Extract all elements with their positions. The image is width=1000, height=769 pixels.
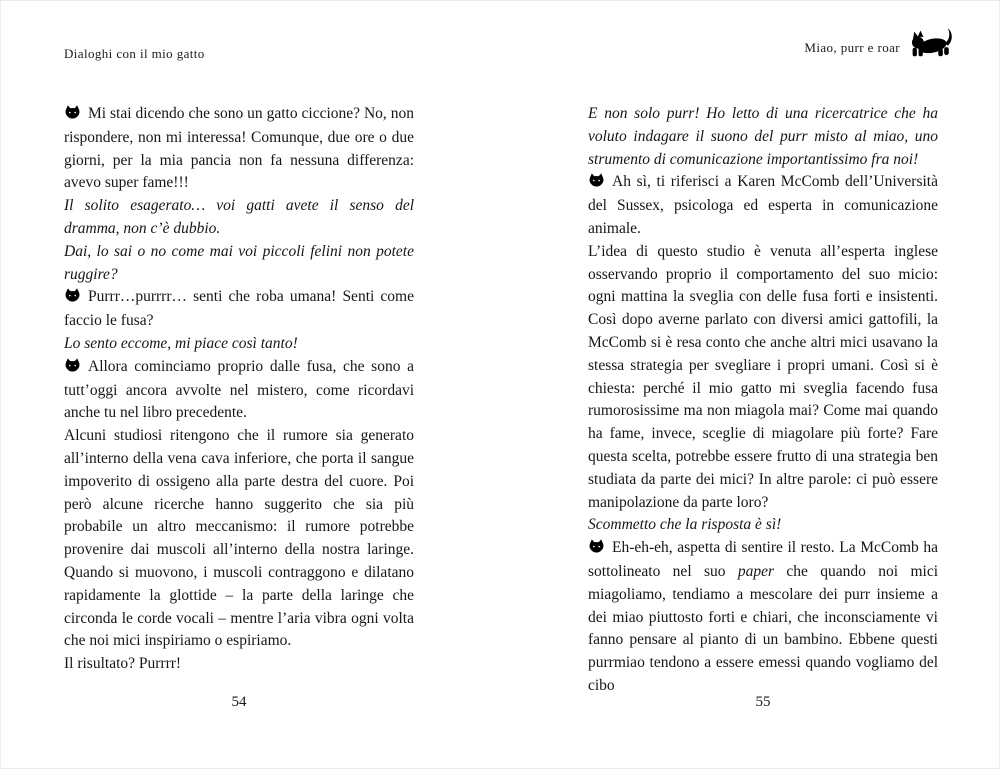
human-dialogue-paragraph: Dai, lo sai o no come mai voi piccoli felini non potete ruggire? [64, 242, 414, 283]
left-page-number: 54 [231, 694, 247, 710]
cat-dialogue-paragraph: Eh-eh-eh, aspetta di sentire il resto. La McComb ha sottolineato nel suo paper che quando noi mici miagoliamo, tendiamo a mescolare dei purr insieme a dei miao piuttosto forti e chiari, che inconsciamente vi fanno pensare al pianto di un bambino. Ebbene questi purrmiao tendono a essere emessi quando vogliamo del cibo [588, 539, 939, 694]
right-running-head [804, 26, 956, 59]
narrative-paragraph: Il risultato? Purrrr! [64, 655, 182, 673]
human-dialogue-paragraph: Lo sento eccome, mi piace così tanto! [64, 334, 298, 352]
cat-face-icon [64, 357, 81, 380]
cat-dialogue-paragraph: Allora cominciamo proprio dalle fusa, che sono a tutt’oggi ancora avvolte nel mistero, come ricordavi anche tu nel libro precedente. [64, 357, 414, 422]
cat-dialogue-paragraph: Purrr…purrrr… senti che roba umana! Senti come faccio le fusa? [64, 288, 414, 330]
cat-dialogue-paragraph: Ah sì, ti riferisci a Karen McComb dell’Università del Sussex, psicologa ed esperta in comunicazione animale. [588, 173, 938, 237]
right-page-text-column [588, 103, 938, 698]
narrative-paragraph: Alcuni studiosi ritengono che il rumore sia generato all’interno della vena cava inferiore, che porta il sangue impoverito di ossigeno alla parte destra del cuore. Poi però alcune ricerche hanno suggerito che sia più probabile un altro meccanismo: il rumore potrebbe provenire dai muscoli all’interno della nostra laringe. Quando si muovono, i muscoli contraggono e dilatano rapidamente la glottide – la parte della laringe che circonda le corde vocali – mentre l’aria vibra ogni volta che noi mici inspiriamo o espiriamo. [64, 427, 414, 650]
narrative-paragraph: L’idea di questo studio è venuta all’esperta inglese osservando proprio il comportamento del suo micio: ogni mattina la sveglia con delle fusa forti e insistenti. Così dopo averne parlato con diversi amici gattofili, la McComb si è resa conto che anche altri mici usavano la stessa strategia per svegliare i propri umani. Così si è chiesta: perché il mio gatto mi sveglia facendo fusa rumorosissime ma non miagola mai? Come mai quando ha fame, invece, sceglie di miagolare più forte? Fare questa scelta, potrebbe essere frutto di una strategia ben studiata da parte dei mici? In altre parole: ci può essere manipolazione da parte loro? [588, 242, 938, 511]
right-page-number: 55 [755, 694, 771, 710]
left-running-head [64, 46, 205, 62]
left-running-head-label: Dialoghi con il mio gatto [64, 46, 205, 61]
left-page-text-column [64, 103, 414, 676]
cat-face-icon [64, 287, 81, 310]
cat-face-icon [64, 104, 81, 127]
cat-face-icon [588, 538, 605, 561]
cat-dialogue-paragraph: Mi stai dicendo che sono un gatto ciccione? No, non rispondere, non mi interessa! Comunque, due ore o due giorni, per la mia pancia non fa nessuna differenza: avevo super fame!!! [64, 105, 414, 192]
right-running-head-label: Miao, purr e roar [804, 40, 900, 55]
human-dialogue-paragraph: E non solo purr! Ho letto di una ricercatrice che ha voluto indagare il suono del purr misto al miao, uno strumento di comunicazione importantissimo fra noi! [588, 105, 938, 168]
human-dialogue-paragraph: Il solito esagerato… voi gatti avete il senso del dramma, non c’è dubbio. [64, 197, 414, 237]
human-dialogue-paragraph: Scommetto che la risposta è sì! [588, 516, 782, 534]
stretching-cat-icon [910, 26, 956, 59]
cat-face-icon [588, 172, 605, 195]
